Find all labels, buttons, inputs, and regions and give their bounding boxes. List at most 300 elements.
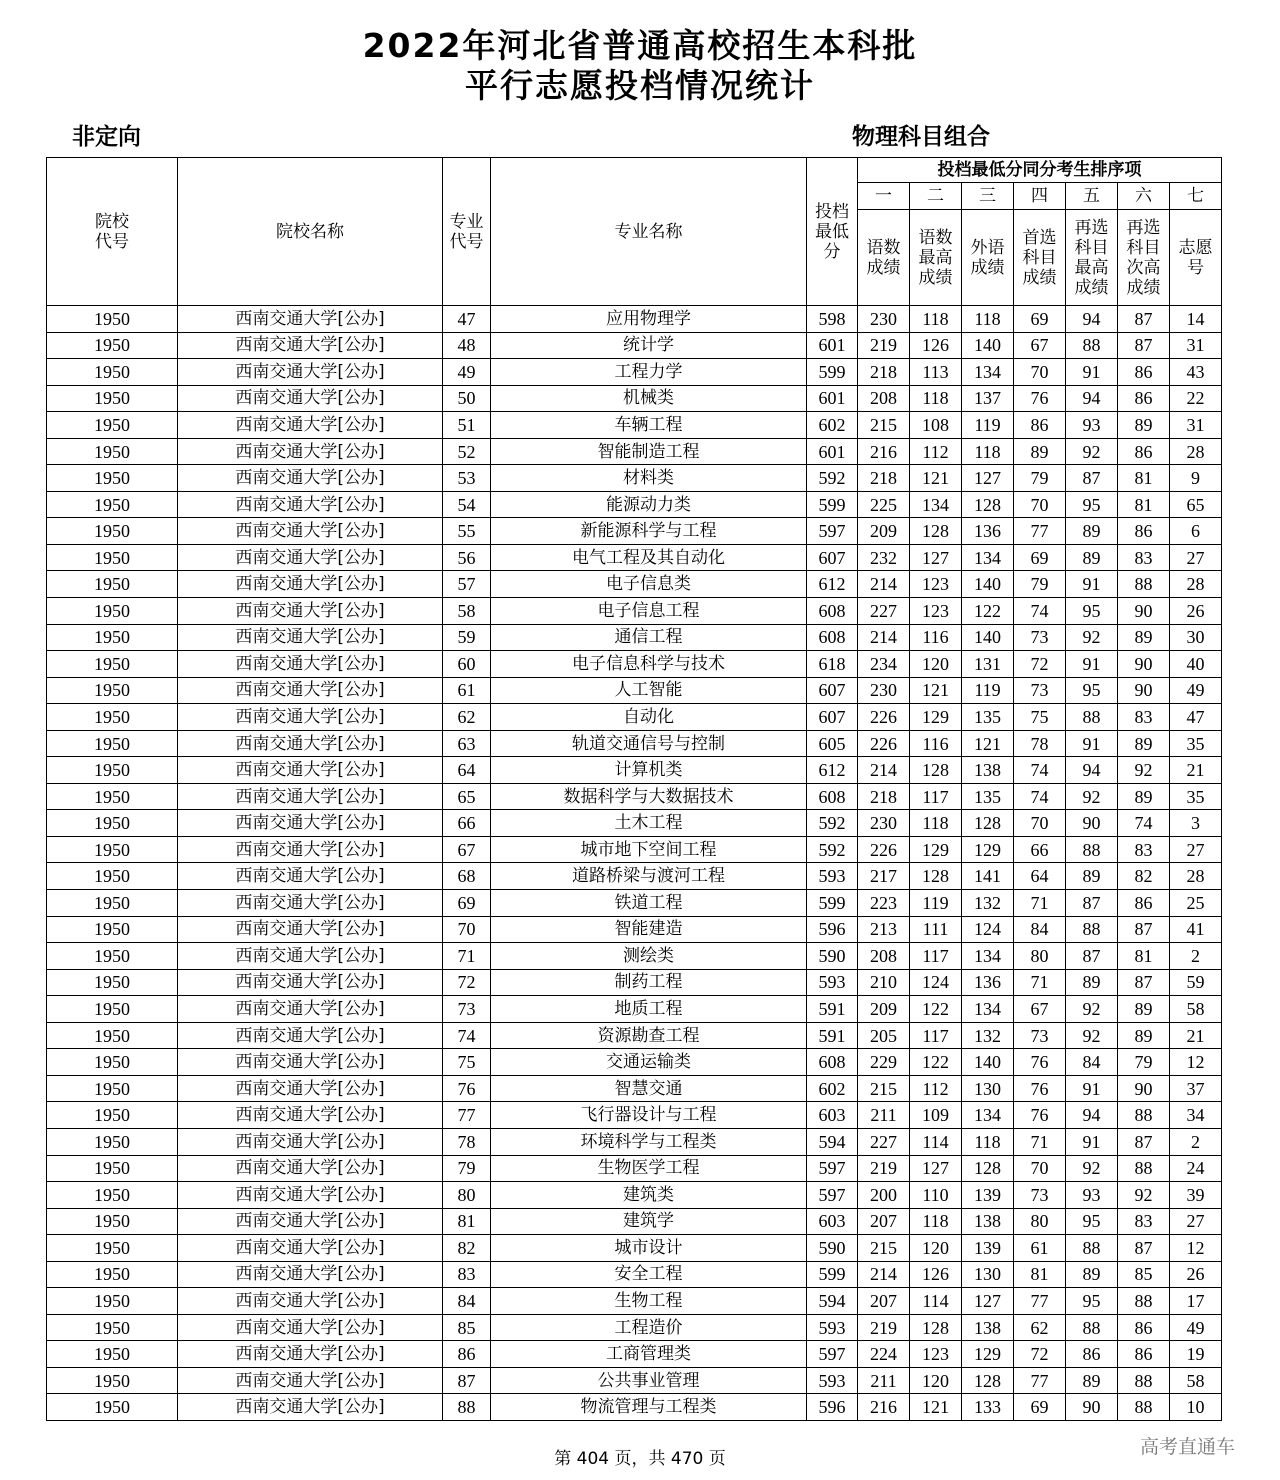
cell-second-subject-next: 86 [1118, 359, 1170, 386]
cell-chinese-math-max: 111 [910, 916, 962, 943]
cell-school-code: 1950 [47, 651, 178, 678]
cell-foreign-language-score: 119 [962, 412, 1014, 439]
cell-first-subject-score: 89 [1014, 438, 1066, 465]
cell-major-code: 73 [443, 996, 491, 1023]
cell-school-code: 1950 [47, 1208, 178, 1235]
cell-min-score: 603 [807, 1208, 858, 1235]
cell-second-subject-max: 92 [1066, 624, 1118, 651]
cell-school-code: 1950 [47, 783, 178, 810]
header-item-3: 外语成绩 [962, 210, 1014, 306]
cell-chinese-math-score: 218 [858, 359, 910, 386]
cell-major-name: 自动化 [491, 704, 807, 731]
table-row [47, 836, 1222, 863]
cell-foreign-language-score: 133 [962, 1394, 1014, 1421]
cell-major-code: 84 [443, 1288, 491, 1315]
cell-school-name: 西南交通大学[公办] [178, 783, 443, 810]
cell-major-name: 生物工程 [491, 1288, 807, 1315]
cell-school-code: 1950 [47, 544, 178, 571]
cell-school-code: 1950 [47, 863, 178, 890]
cell-school-name: 西南交通大学[公办] [178, 1341, 443, 1368]
cell-second-subject-max: 92 [1066, 1022, 1118, 1049]
cell-school-code: 1950 [47, 916, 178, 943]
cell-min-score: 590 [807, 1235, 858, 1262]
table-row [47, 996, 1222, 1023]
header-tiebreak-group: 投档最低分同分考生排序项 [858, 158, 1222, 183]
cell-min-score: 608 [807, 598, 858, 625]
cell-major-code: 64 [443, 757, 491, 784]
cell-chinese-math-score: 216 [858, 438, 910, 465]
cell-school-name: 西南交通大学[公办] [178, 544, 443, 571]
cell-major-code: 88 [443, 1394, 491, 1421]
cell-chinese-math-score: 219 [858, 1155, 910, 1182]
cell-school-code: 1950 [47, 624, 178, 651]
table-row [47, 677, 1222, 704]
cell-min-score: 597 [807, 1155, 858, 1182]
cell-major-name: 能源动力类 [491, 491, 807, 518]
cell-chinese-math-score: 208 [858, 385, 910, 412]
cell-chinese-math-max: 121 [910, 465, 962, 492]
cell-chinese-math-max: 121 [910, 677, 962, 704]
cell-second-subject-next: 88 [1118, 571, 1170, 598]
cell-major-name: 数据科学与大数据技术 [491, 783, 807, 810]
cell-major-name: 工程力学 [491, 359, 807, 386]
cell-choice-number: 28 [1170, 863, 1222, 890]
cell-choice-number: 35 [1170, 730, 1222, 757]
cell-school-code: 1950 [47, 1341, 178, 1368]
cell-first-subject-score: 70 [1014, 491, 1066, 518]
cell-second-subject-max: 89 [1066, 518, 1118, 545]
table-row [47, 916, 1222, 943]
cell-min-score: 597 [807, 1182, 858, 1209]
cell-school-name: 西南交通大学[公办] [178, 332, 443, 359]
cell-school-name: 西南交通大学[公办] [178, 863, 443, 890]
cell-foreign-language-score: 129 [962, 836, 1014, 863]
cell-first-subject-score: 66 [1014, 836, 1066, 863]
cell-second-subject-next: 79 [1118, 1049, 1170, 1076]
cell-major-name: 建筑学 [491, 1208, 807, 1235]
cell-chinese-math-max: 123 [910, 1341, 962, 1368]
cell-major-name: 物流管理与工程类 [491, 1394, 807, 1421]
cell-chinese-math-max: 110 [910, 1182, 962, 1209]
cell-second-subject-max: 87 [1066, 465, 1118, 492]
cell-chinese-math-max: 120 [910, 1367, 962, 1394]
cell-major-code: 62 [443, 704, 491, 731]
cell-major-name: 机械类 [491, 385, 807, 412]
cell-first-subject-score: 79 [1014, 465, 1066, 492]
cell-major-name: 交通运输类 [491, 1049, 807, 1076]
cell-major-code: 66 [443, 810, 491, 837]
cell-major-code: 61 [443, 677, 491, 704]
cell-second-subject-max: 95 [1066, 1288, 1118, 1315]
cell-second-subject-next: 81 [1118, 465, 1170, 492]
cell-major-name: 环境科学与工程类 [491, 1128, 807, 1155]
cell-second-subject-next: 86 [1118, 1314, 1170, 1341]
cell-second-subject-next: 89 [1118, 624, 1170, 651]
cell-major-code: 69 [443, 890, 491, 917]
cell-choice-number: 21 [1170, 1022, 1222, 1049]
table-row [47, 1288, 1222, 1315]
cell-school-name: 西南交通大学[公办] [178, 306, 443, 333]
cell-first-subject-score: 73 [1014, 1182, 1066, 1209]
header-school-code: 院校代号 [47, 158, 178, 306]
cell-min-score: 592 [807, 836, 858, 863]
table-row [47, 1367, 1222, 1394]
cell-major-name: 测绘类 [491, 943, 807, 970]
cell-chinese-math-score: 230 [858, 306, 910, 333]
table-row [47, 730, 1222, 757]
cell-min-score: 608 [807, 624, 858, 651]
cell-school-code: 1950 [47, 359, 178, 386]
cell-chinese-math-max: 129 [910, 704, 962, 731]
cell-chinese-math-score: 213 [858, 916, 910, 943]
table-row [47, 810, 1222, 837]
table-header [47, 158, 1222, 306]
cell-foreign-language-score: 136 [962, 518, 1014, 545]
cell-choice-number: 12 [1170, 1049, 1222, 1076]
cell-major-name: 电子信息类 [491, 571, 807, 598]
cell-foreign-language-score: 139 [962, 1182, 1014, 1209]
cell-chinese-math-score: 226 [858, 730, 910, 757]
cell-min-score: 599 [807, 359, 858, 386]
cell-chinese-math-score: 214 [858, 571, 910, 598]
cell-major-code: 60 [443, 651, 491, 678]
cell-major-name: 人工智能 [491, 677, 807, 704]
cell-choice-number: 37 [1170, 1075, 1222, 1102]
cell-second-subject-next: 82 [1118, 863, 1170, 890]
header-rank-6: 六 [1118, 183, 1170, 210]
cell-first-subject-score: 72 [1014, 651, 1066, 678]
table-row [47, 571, 1222, 598]
cell-chinese-math-score: 223 [858, 890, 910, 917]
cell-first-subject-score: 70 [1014, 1155, 1066, 1182]
cell-school-code: 1950 [47, 518, 178, 545]
cell-major-code: 72 [443, 969, 491, 996]
cell-first-subject-score: 74 [1014, 783, 1066, 810]
cell-second-subject-next: 87 [1118, 306, 1170, 333]
table-row [47, 1102, 1222, 1129]
cell-foreign-language-score: 131 [962, 651, 1014, 678]
cell-school-name: 西南交通大学[公办] [178, 1288, 443, 1315]
cell-school-name: 西南交通大学[公办] [178, 810, 443, 837]
cell-choice-number: 59 [1170, 969, 1222, 996]
cell-choice-number: 31 [1170, 332, 1222, 359]
cell-choice-number: 27 [1170, 1208, 1222, 1235]
cell-foreign-language-score: 134 [962, 1102, 1014, 1129]
cell-second-subject-max: 90 [1066, 810, 1118, 837]
cell-second-subject-next: 88 [1118, 1367, 1170, 1394]
header-rank-2: 二 [910, 183, 962, 210]
cell-second-subject-next: 87 [1118, 1235, 1170, 1262]
cell-first-subject-score: 69 [1014, 306, 1066, 333]
cell-foreign-language-score: 128 [962, 491, 1014, 518]
cell-major-code: 82 [443, 1235, 491, 1262]
cell-chinese-math-score: 226 [858, 836, 910, 863]
cell-first-subject-score: 71 [1014, 1128, 1066, 1155]
cell-school-name: 西南交通大学[公办] [178, 1261, 443, 1288]
cell-second-subject-next: 92 [1118, 757, 1170, 784]
cell-choice-number: 26 [1170, 598, 1222, 625]
cell-school-code: 1950 [47, 1182, 178, 1209]
cell-second-subject-max: 94 [1066, 306, 1118, 333]
cell-choice-number: 34 [1170, 1102, 1222, 1129]
cell-choice-number: 28 [1170, 571, 1222, 598]
cell-school-code: 1950 [47, 491, 178, 518]
cell-chinese-math-max: 121 [910, 1394, 962, 1421]
cell-school-name: 西南交通大学[公办] [178, 1314, 443, 1341]
cell-major-code: 53 [443, 465, 491, 492]
cell-foreign-language-score: 138 [962, 1208, 1014, 1235]
cell-school-name: 西南交通大学[公办] [178, 598, 443, 625]
cell-school-code: 1950 [47, 890, 178, 917]
header-min-score: 投档最低分 [807, 158, 858, 306]
cell-school-name: 西南交通大学[公办] [178, 757, 443, 784]
cell-first-subject-score: 84 [1014, 916, 1066, 943]
cell-min-score: 596 [807, 1394, 858, 1421]
cell-second-subject-next: 87 [1118, 1128, 1170, 1155]
table-body [47, 306, 1222, 1421]
page-number: 第 404 页，共 470 页 [554, 1449, 726, 1469]
table-row [47, 1022, 1222, 1049]
cell-school-code: 1950 [47, 810, 178, 837]
table-row [47, 1049, 1222, 1076]
table-row [47, 412, 1222, 439]
cell-school-code: 1950 [47, 465, 178, 492]
cell-second-subject-max: 89 [1066, 1367, 1118, 1394]
cell-first-subject-score: 78 [1014, 730, 1066, 757]
cell-school-code: 1950 [47, 1102, 178, 1129]
cell-second-subject-next: 86 [1118, 385, 1170, 412]
cell-choice-number: 21 [1170, 757, 1222, 784]
cell-foreign-language-score: 127 [962, 1288, 1014, 1315]
cell-chinese-math-max: 127 [910, 1155, 962, 1182]
cell-major-name: 铁道工程 [491, 890, 807, 917]
cell-min-score: 593 [807, 863, 858, 890]
cell-chinese-math-max: 118 [910, 385, 962, 412]
cell-second-subject-max: 94 [1066, 1102, 1118, 1129]
cell-choice-number: 35 [1170, 783, 1222, 810]
cell-min-score: 591 [807, 996, 858, 1023]
cell-first-subject-score: 77 [1014, 518, 1066, 545]
cell-major-code: 85 [443, 1314, 491, 1341]
cell-min-score: 599 [807, 1261, 858, 1288]
cell-choice-number: 2 [1170, 1128, 1222, 1155]
cell-second-subject-max: 88 [1066, 704, 1118, 731]
header-rank-3: 三 [962, 183, 1014, 210]
cell-first-subject-score: 71 [1014, 969, 1066, 996]
cell-first-subject-score: 70 [1014, 359, 1066, 386]
cell-foreign-language-score: 124 [962, 916, 1014, 943]
cell-second-subject-next: 90 [1118, 1075, 1170, 1102]
table-row [47, 890, 1222, 917]
cell-chinese-math-score: 205 [858, 1022, 910, 1049]
cell-major-code: 79 [443, 1155, 491, 1182]
cell-school-name: 西南交通大学[公办] [178, 890, 443, 917]
cell-foreign-language-score: 128 [962, 1155, 1014, 1182]
table-row [47, 969, 1222, 996]
table-row [47, 306, 1222, 333]
cell-school-name: 西南交通大学[公办] [178, 677, 443, 704]
cell-first-subject-score: 80 [1014, 1208, 1066, 1235]
cell-foreign-language-score: 132 [962, 1022, 1014, 1049]
cell-choice-number: 49 [1170, 1314, 1222, 1341]
cell-min-score: 602 [807, 412, 858, 439]
page-title-line2: 平行志愿投档情况统计 [465, 66, 815, 105]
cell-second-subject-max: 91 [1066, 1128, 1118, 1155]
subject-group-label: 物理科目组合 [852, 124, 990, 150]
cell-min-score: 612 [807, 571, 858, 598]
cell-second-subject-next: 87 [1118, 332, 1170, 359]
cell-school-name: 西南交通大学[公办] [178, 359, 443, 386]
cell-chinese-math-score: 230 [858, 677, 910, 704]
table-row [47, 1128, 1222, 1155]
header-item-6: 再选科目次高成绩 [1118, 210, 1170, 306]
cell-major-name: 电子信息科学与技术 [491, 651, 807, 678]
cell-major-name: 应用物理学 [491, 306, 807, 333]
cell-major-code: 55 [443, 518, 491, 545]
table-row [47, 1394, 1222, 1421]
cell-min-score: 601 [807, 438, 858, 465]
cell-school-code: 1950 [47, 306, 178, 333]
cell-second-subject-max: 91 [1066, 1075, 1118, 1102]
cell-major-code: 83 [443, 1261, 491, 1288]
cell-major-code: 65 [443, 783, 491, 810]
cell-major-name: 制药工程 [491, 969, 807, 996]
table-row [47, 1208, 1222, 1235]
cell-foreign-language-score: 118 [962, 1128, 1014, 1155]
cell-choice-number: 2 [1170, 943, 1222, 970]
cell-second-subject-max: 87 [1066, 890, 1118, 917]
cell-first-subject-score: 62 [1014, 1314, 1066, 1341]
cell-school-name: 西南交通大学[公办] [178, 1049, 443, 1076]
cell-first-subject-score: 67 [1014, 332, 1066, 359]
cell-second-subject-max: 91 [1066, 359, 1118, 386]
cell-chinese-math-max: 127 [910, 544, 962, 571]
cell-major-name: 智慧交通 [491, 1075, 807, 1102]
cell-second-subject-next: 88 [1118, 1155, 1170, 1182]
cell-first-subject-score: 61 [1014, 1235, 1066, 1262]
cell-major-name: 城市设计 [491, 1235, 807, 1262]
cell-choice-number: 22 [1170, 385, 1222, 412]
cell-chinese-math-score: 218 [858, 465, 910, 492]
header-item-5: 再选科目最高成绩 [1066, 210, 1118, 306]
cell-min-score: 593 [807, 1367, 858, 1394]
cell-choice-number: 24 [1170, 1155, 1222, 1182]
cell-chinese-math-score: 211 [858, 1102, 910, 1129]
cell-second-subject-next: 85 [1118, 1261, 1170, 1288]
cell-first-subject-score: 69 [1014, 544, 1066, 571]
cell-chinese-math-score: 227 [858, 598, 910, 625]
cell-second-subject-next: 86 [1118, 438, 1170, 465]
cell-school-name: 西南交通大学[公办] [178, 916, 443, 943]
table-row [47, 438, 1222, 465]
cell-choice-number: 28 [1170, 438, 1222, 465]
cell-school-code: 1950 [47, 943, 178, 970]
cell-school-code: 1950 [47, 385, 178, 412]
cell-chinese-math-score: 208 [858, 943, 910, 970]
cell-second-subject-next: 87 [1118, 969, 1170, 996]
table-row [47, 651, 1222, 678]
cell-second-subject-max: 92 [1066, 996, 1118, 1023]
cell-major-name: 计算机类 [491, 757, 807, 784]
table-row [47, 1075, 1222, 1102]
cell-major-name: 公共事业管理 [491, 1367, 807, 1394]
cell-min-score: 597 [807, 1341, 858, 1368]
cell-major-name: 统计学 [491, 332, 807, 359]
cell-foreign-language-score: 140 [962, 624, 1014, 651]
cell-min-score: 601 [807, 332, 858, 359]
cell-first-subject-score: 76 [1014, 1075, 1066, 1102]
cell-min-score: 599 [807, 890, 858, 917]
cell-second-subject-max: 95 [1066, 491, 1118, 518]
cell-chinese-math-max: 122 [910, 1049, 962, 1076]
cell-choice-number: 43 [1170, 359, 1222, 386]
header-rank-4: 四 [1014, 183, 1066, 210]
cell-first-subject-score: 69 [1014, 1394, 1066, 1421]
cell-second-subject-next: 74 [1118, 810, 1170, 837]
cell-choice-number: 39 [1170, 1182, 1222, 1209]
cell-choice-number: 9 [1170, 465, 1222, 492]
cell-chinese-math-score: 207 [858, 1288, 910, 1315]
cell-foreign-language-score: 119 [962, 677, 1014, 704]
cell-school-name: 西南交通大学[公办] [178, 1367, 443, 1394]
cell-second-subject-max: 95 [1066, 1208, 1118, 1235]
table-row [47, 465, 1222, 492]
cell-foreign-language-score: 127 [962, 465, 1014, 492]
cell-school-code: 1950 [47, 969, 178, 996]
cell-first-subject-score: 75 [1014, 704, 1066, 731]
cell-school-name: 西南交通大学[公办] [178, 969, 443, 996]
cell-major-name: 材料类 [491, 465, 807, 492]
cell-chinese-math-max: 112 [910, 438, 962, 465]
cell-second-subject-max: 94 [1066, 385, 1118, 412]
cell-school-code: 1950 [47, 1314, 178, 1341]
cell-second-subject-max: 87 [1066, 943, 1118, 970]
cell-chinese-math-max: 124 [910, 969, 962, 996]
cell-second-subject-next: 89 [1118, 412, 1170, 439]
cell-choice-number: 41 [1170, 916, 1222, 943]
cell-chinese-math-max: 129 [910, 836, 962, 863]
cell-second-subject-next: 86 [1118, 890, 1170, 917]
cell-school-name: 西南交通大学[公办] [178, 571, 443, 598]
cell-second-subject-next: 81 [1118, 491, 1170, 518]
cell-major-code: 80 [443, 1182, 491, 1209]
cell-major-name: 资源勘查工程 [491, 1022, 807, 1049]
page-title-line1: 2022年河北省普通高校招生本科批 [362, 26, 918, 65]
cell-major-name: 智能建造 [491, 916, 807, 943]
table-row [47, 1235, 1222, 1262]
cell-major-name: 生物医学工程 [491, 1155, 807, 1182]
cell-major-code: 67 [443, 836, 491, 863]
cell-major-name: 城市地下空间工程 [491, 836, 807, 863]
cell-second-subject-next: 89 [1118, 730, 1170, 757]
cell-school-name: 西南交通大学[公办] [178, 1022, 443, 1049]
cell-min-score: 597 [807, 518, 858, 545]
cell-min-score: 605 [807, 730, 858, 757]
cell-second-subject-next: 81 [1118, 943, 1170, 970]
cell-foreign-language-score: 136 [962, 969, 1014, 996]
cell-min-score: 593 [807, 1314, 858, 1341]
cell-second-subject-max: 88 [1066, 836, 1118, 863]
cell-school-code: 1950 [47, 1049, 178, 1076]
cell-school-code: 1950 [47, 1075, 178, 1102]
admission-table [46, 157, 1222, 1421]
cell-second-subject-max: 88 [1066, 332, 1118, 359]
cell-foreign-language-score: 132 [962, 890, 1014, 917]
cell-chinese-math-max: 118 [910, 306, 962, 333]
cell-chinese-math-score: 214 [858, 624, 910, 651]
cell-first-subject-score: 73 [1014, 624, 1066, 651]
table-row [47, 332, 1222, 359]
